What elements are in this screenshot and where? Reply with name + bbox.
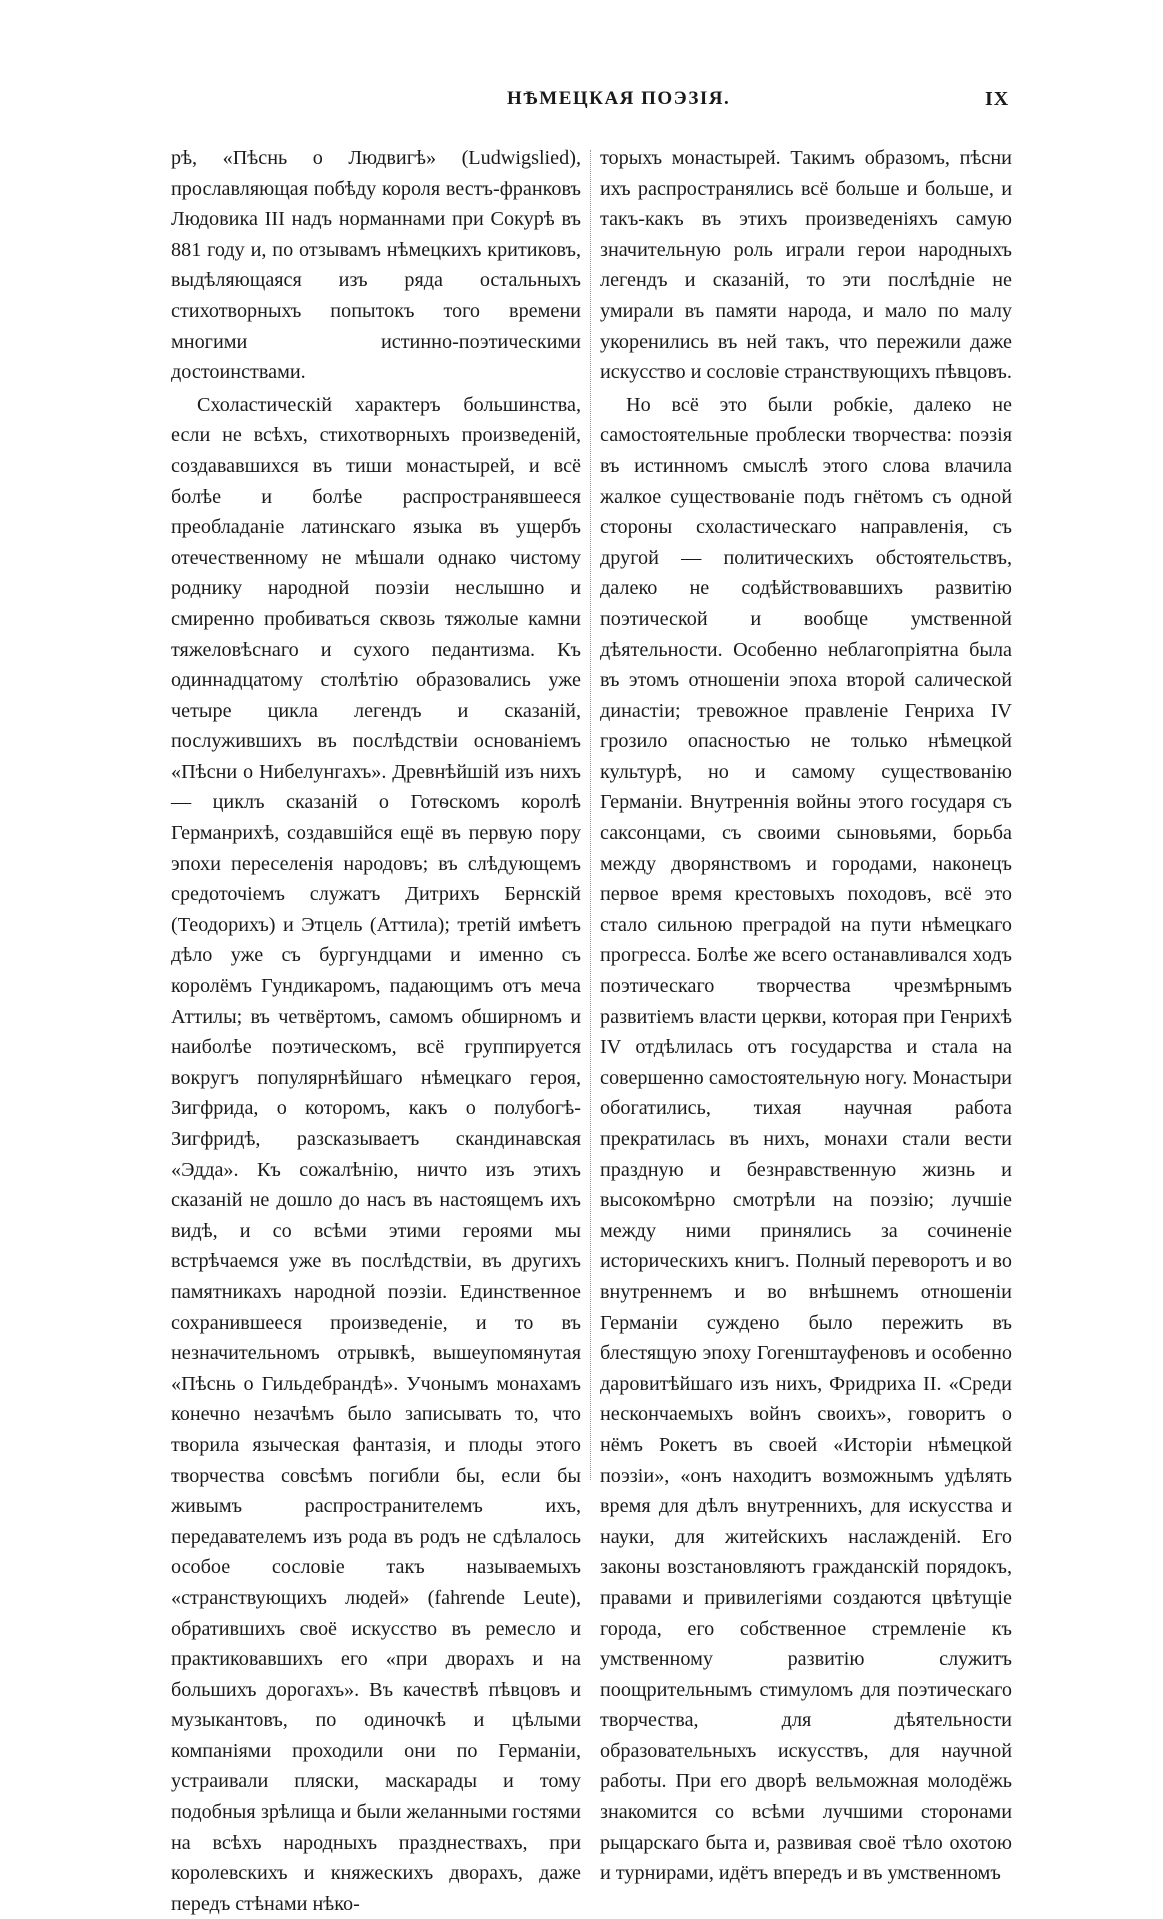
running-title: НѢМЕЦКАЯ ПОЭЗІЯ. <box>507 88 731 109</box>
right-column <box>600 143 1012 1889</box>
column-divider <box>590 150 591 1480</box>
left-paragraph-2: Схоластическій характеръ большинства, если не всѣхъ, стихотворныхъ произведеній, создававшихся въ тиши монастырей, и всё болѣе и болѣе распространявшееся преобладаніе латинскаго языка въ ущербъ отечественному не мѣшали однако чистому роднику народной поэзіи неслышно и смиренно пробиваться сквозь тяжолые камни тяжеловѣснаго и сухого педантизма. Къ одиннадцатому столѣтію образовались уже четыре цикла легендъ и сказаній, послужившихъ въ послѣдствіи основаніемъ «Пѣсни о Нибелунгахъ». Древнѣйшій изъ нихъ — циклъ сказаній о Готѳскомъ королѣ Германрихѣ, создавшійся ещё въ первую пору эпохи переселенія народовъ; въ слѣдующемъ средоточіемъ служатъ Дитрихъ Бернскій (Теодорихъ) и Этцель (Аттила); третій имѣетъ дѣло уже съ бургундцами и именно съ королёмъ Гундикаромъ, падающимъ отъ меча Аттилы; въ четвёртомъ, самомъ обширномъ и наиболѣе поэтическомъ, всё группируется вокругъ популярнѣйшаго нѣмецкаго героя, Зигфрида, о которомъ, какъ о полубогѣ-Зигфридѣ, разсказываетъ скандинавская «Эдда». Къ сожалѣнію, ничто изъ этихъ сказаній не дошло до насъ въ настоящемъ ихъ видѣ, и со всѣми этими героями мы встрѣчаемся уже въ послѣдствіи, въ другихъ памятникахъ народной поэзіи. Единственное сохранившееся произведеніе, и то въ незначительномъ отрывкѣ, вышеупомянутая «Пѣснь о Гильдебрандѣ». Учонымъ монахамъ конечно незачѣмъ было записывать то, что творила языческая фантазія, и плоды этого творчества совсѣмъ погибли бы, если бы живымъ распространителемъ ихъ, передавателемъ изъ рода въ родъ не сдѣлалось особое сословіе такъ называемыхъ «странствующихъ людей» (fahrende Leute), обратившихъ своё искусство въ ремесло и практиковавшихъ его «при дворахъ и на большихъ дорогахъ». Въ качествѣ пѣвцовъ и музыкантовъ, по одиночкѣ и цѣлыми компаніями проходили они по Германіи, устраивали пляски, маскарады и тому подобныя зрѣлища и были желанными гостями на всѣхъ народныхъ празднествахъ, при королевскихъ и княжескихъ дворахъ, даже передъ стѣнами нѣко- <box>171 393 581 1915</box>
left-column <box>171 143 581 1919</box>
left-paragraph-1: рѣ, «Пѣснь о Людвигѣ» (Ludwigslied), прославляющая побѣду короля вестъ-франковъ Людовика III надъ норманнами при Сокурѣ въ 881 году и, по отзывамъ нѣмецкихъ критиковъ, выдѣляющаяся изъ ряда остальныхъ стихотворныхъ попытокъ того времени многими истинно-поэтическими достоинствами. <box>171 147 581 384</box>
right-paragraph-2: Но всё это были робкіе, далеко не самостоятельные проблески творчества: поэзія въ истинномъ смыслѣ этого слова влачила жалкое существованіе подъ гнётомъ съ одной стороны схоластическаго направленія, съ другой — политическихъ обстоятельствъ, далеко не содѣйствовавшихъ развитію поэтической и вообще умственной дѣятельности. Особенно неблагопріятна была въ этомъ отношеніи эпоха второй салической династіи; тревожное правленіе Генриха IV грозило опасностью не только нѣмецкой культурѣ, но и самому существованію Германіи. Внутреннія войны этого государя съ саксонцами, съ своими сыновьями, борьба между дворянствомъ и городами, наконецъ первое время крестовыхъ походовъ, всё это стало сильною преградой на пути нѣмецкаго прогресса. Болѣе же всего останавливался ходъ поэтическаго творчества чрезмѣрнымъ развитіемъ власти церкви, которая при Генрихѣ IV отдѣлилась отъ государства и стала на совершенно самостоятельную ногу. Монастыри обогатились, тихая научная работа прекратилась въ нихъ, монахи стали вести праздную и безнравственную жизнь и высокомѣрно смотрѣли на поэзію; лучшіе между ними принялись за сочиненіе историческихъ книгъ. Полный переворотъ и во внутреннемъ и во внѣшнемъ отношеніи Германіи суждено было пережить въ блестящую эпоху Гогенштауфеновъ и особенно даровитѣйшаго изъ нихъ, Фридриха II. «Среди нескончаемыхъ войнъ своихъ», говоритъ о нёмъ Рокетъ въ своей «Исторіи нѣмецкой поэзіи», «онъ находитъ возможнымъ удѣлять время для дѣлъ внутреннихъ, для искусства и науки, для житейскихъ наслажденій. Его законы возстановляютъ гражданскій порядокъ, правами и привилегіями создаются цвѣтущіе города, его собственное стремленіе къ умственному развитію служитъ поощрительнымъ стимуломъ для поэтическаго творчества, для дѣятельности образовательныхъ искусствъ, для научной работы. При его дворѣ вельможная молодёжь знакомится со всѣми лучшими сторонами рыцарскаго быта и, развивая своё тѣло охотою и турнирами, идётъ впередъ и въ умственномъ <box>600 393 1012 1885</box>
page-number: IX <box>985 88 1010 110</box>
right-paragraph-1: торыхъ монастырей. Такимъ образомъ, пѣсни ихъ распространялись всё больше и больше, и такъ-какъ въ этихъ произведеніяхъ самую значительную роль играли герои народныхъ легендъ и сказаній, то эти послѣдніе не умирали въ памяти народа, и мало по малу укоренились въ ней такъ, что пережили даже искусство и сословіе странствующихъ пѣвцовъ. <box>600 147 1012 384</box>
